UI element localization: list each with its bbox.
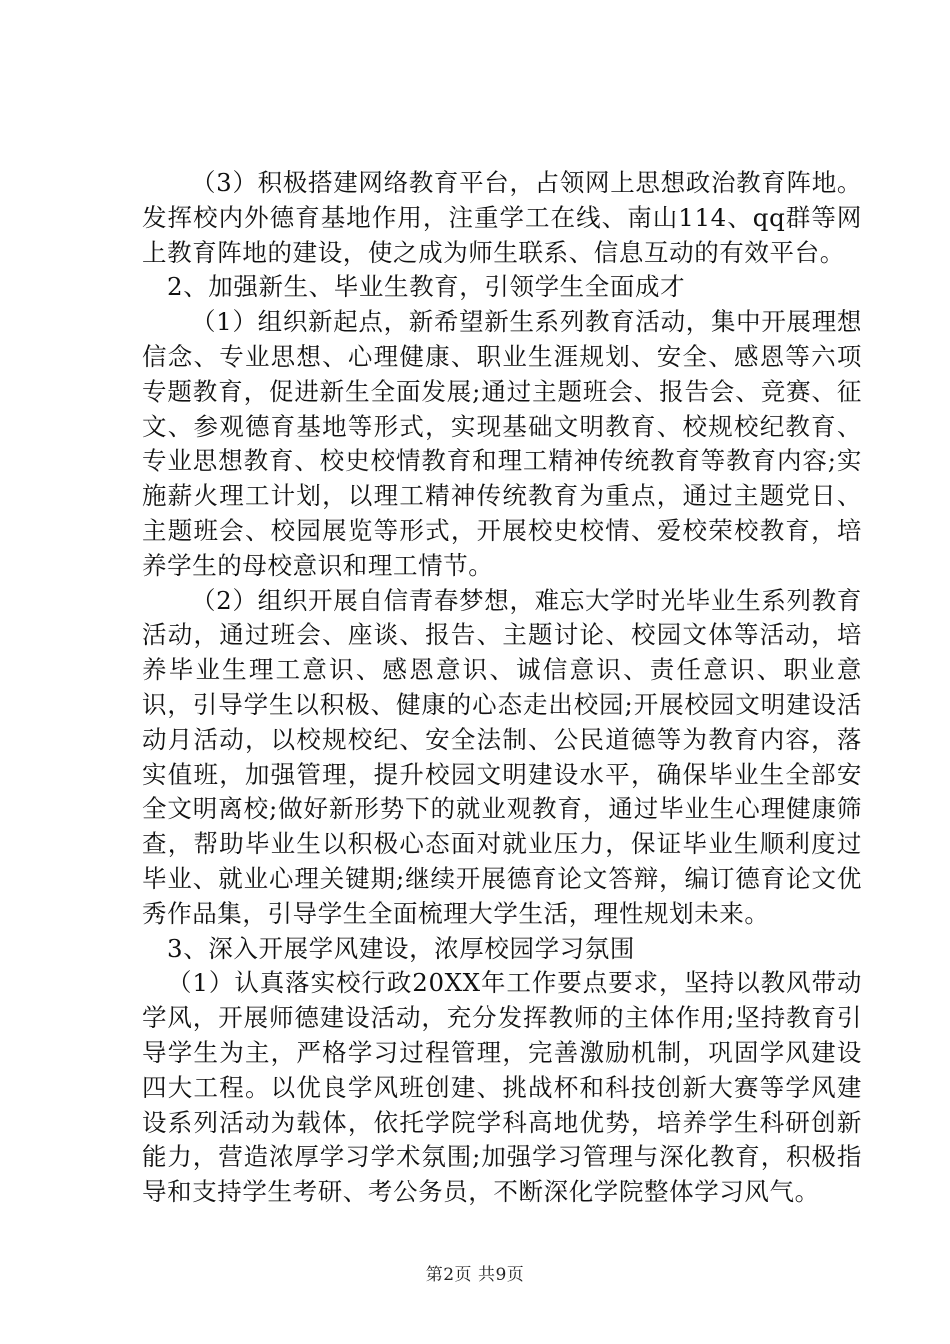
section-heading-study-style: 3、深入开展学风建设，浓厚校园学习氛围 — [167, 933, 635, 963]
paragraph-freshman-education: （1）组织新起点，新希望新生系列教育活动，集中开展理想信念、专业思想、心理健康、职业生涯规划、安全、感恩等六项专题教育，促进新生全面发展;通过主题班会、报告会、竞赛、征文、参观德育基地等形式，实现基础文明教育、校规校纪教育、专业思想教育、校史校情教育和理工精神传统教育等教育内容;实施薪火理工计划，以理工精神传统教育为重点，通过主题党日、主题班会、校园展览等形式，开展校史校情、爱校荣校教育，培养学生的母校意识和理工情节。 — [142, 307, 862, 580]
paragraph-network-platform: （3）积极搭建网络教育平台，占领网上思想政治教育阵地。发挥校内外德育基地作用，注重学工在线、南山114、qq群等网上教育阵地的建设，使之成为师生联系、信息互动的有效平台。 — [142, 168, 862, 267]
paragraph-graduate-education: （2）组织开展自信青春梦想，难忘大学时光毕业生系列教育活动，通过班会、座谈、报告、主题讨论、校园文体等活动，培养毕业生理工意识、感恩意识、诚信意识、责任意识、职业意识，引导学生以积极、健康的心态走出校园;开展校园文明建设活动月活动，以校规校纪、安全法制、公民道德等为教育内容，落实值班，加强管理，提升校园文明建设水平，确保毕业生全部安全文明离校;做好新形势下的就业观教育，通过毕业生心理健康筛查，帮助毕业生以积极心态面对就业压力，保证毕业生顺利度过毕业、就业心理关键期;继续开展德育论文答辩，编订德育论文优秀作品集，引导学生全面梳理大学生活，理性规划未来。 — [142, 585, 862, 928]
page-footer: 第2页 共9页 — [425, 1265, 525, 1285]
section-heading-freshman-graduate: 2、加强新生、毕业生教育，引领学生全面成才 — [167, 272, 686, 302]
paragraph-study-style: （1）认真落实校行政20XX年工作要点要求，坚持以教风带动学风，开展师德建设活动，充分发挥教师的主体作用;坚持教育引导学生为主，严格学习过程管理，完善激励机制，巩固学风建设四大工程。以优良学风班创建、挑战杯和科技创新大赛等学风建设系列活动为载体，依托学院学科高地优势，培养学生科研创新能力，营造浓厚学习学术氛围;加强学习管理与深化教育，积极指导和支持学生考研、考公务员，不断深化学院整体学习风气。 — [142, 968, 862, 1207]
document-body — [142, 166, 862, 1210]
